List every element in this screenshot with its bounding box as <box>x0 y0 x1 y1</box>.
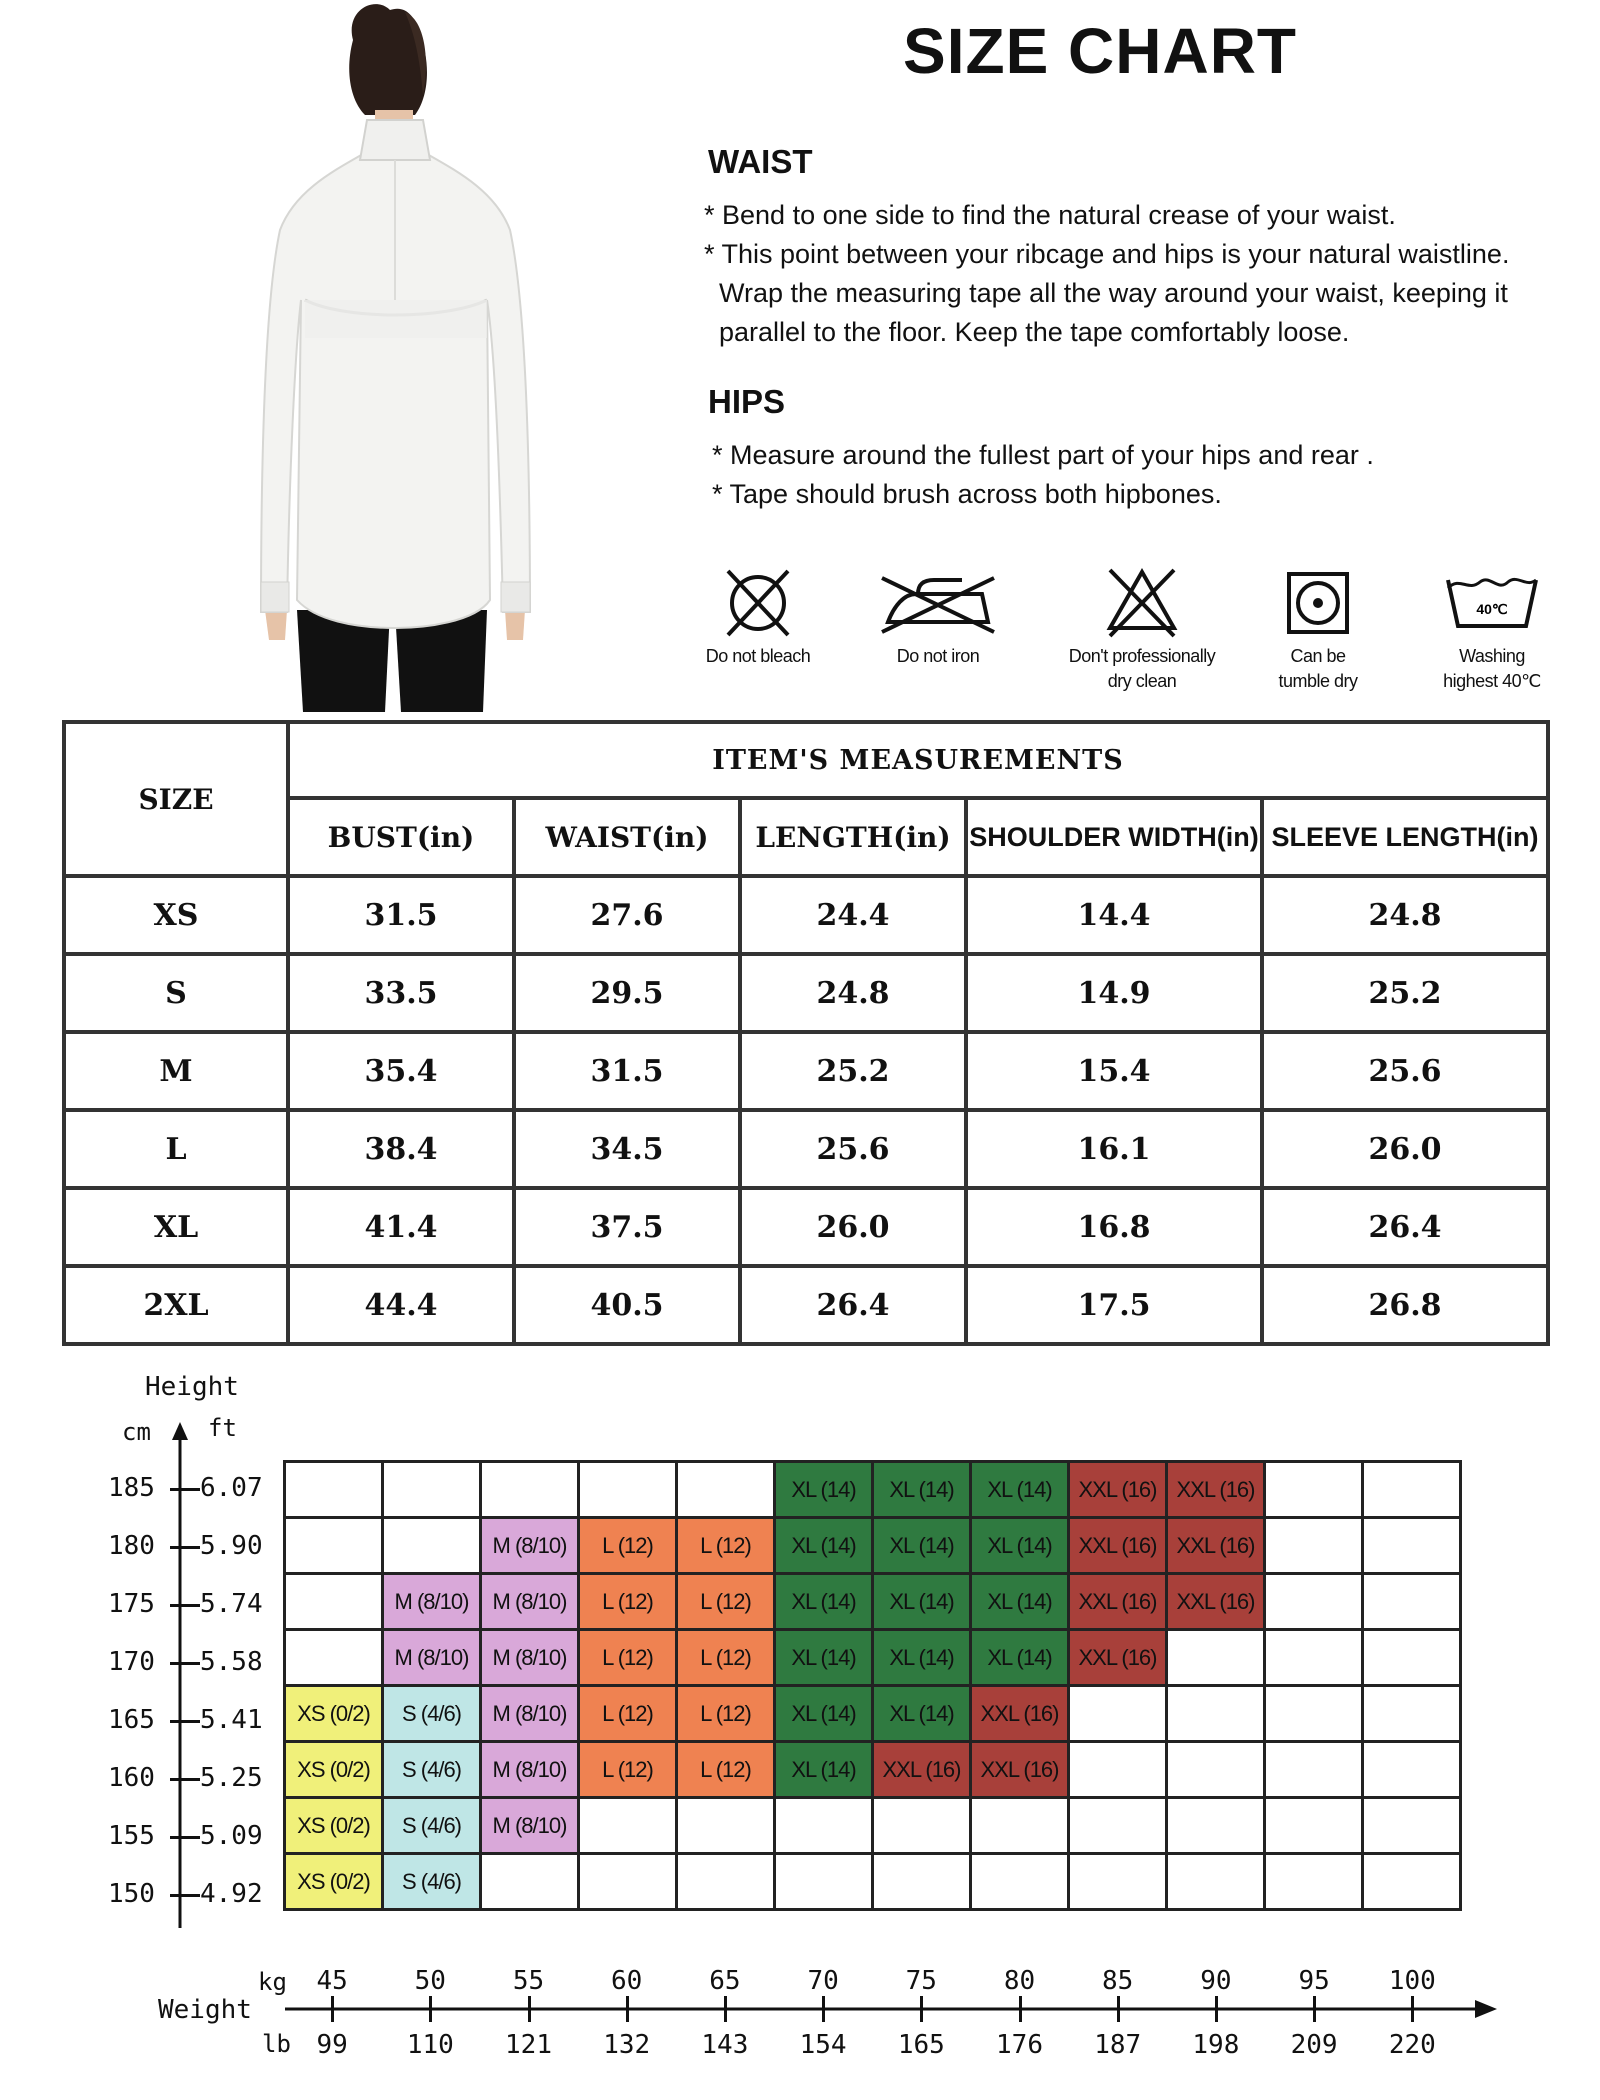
care-no-iron <box>838 566 1038 669</box>
table-cell: 29.5 <box>514 954 740 1032</box>
table-cell: 40.5 <box>514 1266 740 1344</box>
care-tumble-dry <box>1218 566 1418 694</box>
fit-grid-cell <box>1069 1854 1167 1910</box>
height-tick <box>170 1662 200 1665</box>
table-cell: 33.5 <box>288 954 514 1032</box>
table-row <box>64 1188 1548 1266</box>
weight-lb-label: 176 <box>996 2030 1043 2060</box>
weight-lb-label: 143 <box>701 2030 749 2060</box>
size-cell: XS <box>64 876 288 954</box>
fit-grid-cell <box>1069 1742 1167 1798</box>
weight-kg-label: 95 <box>1298 1966 1330 1996</box>
fit-grid-row <box>285 1630 1461 1686</box>
care-no-bleach <box>658 566 858 669</box>
weight-kg-label: 70 <box>807 1966 839 1996</box>
fit-grid-cell: XL (14) <box>971 1462 1069 1518</box>
fit-grid-cell <box>873 1854 971 1910</box>
fit-grid-cell <box>1265 1798 1363 1854</box>
fit-grid-cell <box>1363 1630 1461 1686</box>
fit-grid-cell <box>1363 1742 1461 1798</box>
fit-grid-cell: XXL (16) <box>971 1742 1069 1798</box>
fit-grid-cell: M (8/10) <box>481 1742 579 1798</box>
height-ft-label: 6.07 <box>200 1473 263 1503</box>
table-cell: 14.9 <box>966 954 1262 1032</box>
height-tick <box>170 1894 200 1897</box>
weight-lb-label: 110 <box>406 2030 454 2060</box>
weight-kg-label: 55 <box>512 1966 545 1996</box>
fit-grid-cell <box>285 1518 383 1574</box>
weight-lb-label: 132 <box>603 2030 651 2060</box>
height-tick <box>170 1488 200 1491</box>
page-title: SIZE CHART <box>903 15 1297 87</box>
care-label-2: dry clean <box>1107 671 1177 691</box>
weight-kg-label: 45 <box>316 1966 348 1996</box>
table-cell: 15.4 <box>966 1032 1262 1110</box>
wash-temp: 40℃ <box>1476 601 1508 617</box>
model-illustration <box>225 0 565 712</box>
height-tick <box>170 1604 200 1607</box>
fit-grid-cell <box>1363 1574 1461 1630</box>
fit-grid-cell <box>1167 1686 1265 1742</box>
weight-tick <box>1411 1996 1414 2022</box>
fit-grid-cell <box>481 1462 579 1518</box>
fit-grid-cell <box>383 1462 481 1518</box>
weight-tick <box>429 1996 432 2022</box>
fit-grid-cell: XL (14) <box>971 1518 1069 1574</box>
care-no-dry-clean <box>1042 566 1242 694</box>
fit-grid-cell: L (12) <box>579 1742 677 1798</box>
fit-grid-cell <box>1167 1630 1265 1686</box>
weight-tick <box>331 1996 334 2022</box>
table-cell: 24.4 <box>740 876 966 954</box>
weight-lb-label: 121 <box>505 2030 552 2060</box>
fit-grid-cell: XL (14) <box>971 1574 1069 1630</box>
fit-grid-cell: XXL (16) <box>1167 1462 1265 1518</box>
waist-instruction-2: * This point between your ribcage and hips is your natural waistline. <box>704 239 1510 269</box>
fit-grid-cell: XXL (16) <box>1069 1518 1167 1574</box>
care-wash-40 <box>1392 566 1592 694</box>
table-cell: 34.5 <box>514 1110 740 1188</box>
weight-kg-label: 90 <box>1200 1966 1232 1996</box>
size-header: SIZE <box>64 722 288 876</box>
table-row <box>64 1266 1548 1344</box>
table-cell: 31.5 <box>288 876 514 954</box>
table-cell: 26.0 <box>1262 1110 1548 1188</box>
table-cell: 24.8 <box>740 954 966 1032</box>
fit-grid-cell <box>579 1854 677 1910</box>
height-tick <box>170 1778 200 1781</box>
fit-grid-cell <box>1265 1854 1363 1910</box>
fit-grid-cell: L (12) <box>677 1630 775 1686</box>
table-cell: 16.8 <box>966 1188 1262 1266</box>
no-bleach-icon <box>718 566 798 640</box>
fit-grid-cell <box>1069 1686 1167 1742</box>
fit-grid-cell: M (8/10) <box>481 1686 579 1742</box>
table-cell: 26.4 <box>1262 1188 1548 1266</box>
fit-grid-cell: XL (14) <box>873 1686 971 1742</box>
fit-grid-cell <box>1069 1798 1167 1854</box>
table-cell: 38.4 <box>288 1110 514 1188</box>
fit-grid-cell <box>1265 1462 1363 1518</box>
fit-grid-cell: XXL (16) <box>1167 1574 1265 1630</box>
fit-grid-cell: XS (0/2) <box>285 1798 383 1854</box>
fit-grid-cell: XL (14) <box>873 1462 971 1518</box>
weight-kg-label: 50 <box>414 1966 446 1996</box>
fit-grid-cell: XL (14) <box>873 1574 971 1630</box>
height-cm-label: 170 <box>108 1647 155 1677</box>
lb-unit-label: lb <box>262 2030 291 2058</box>
fit-grid-cell: XS (0/2) <box>285 1854 383 1910</box>
table-cell: 44.4 <box>288 1266 514 1344</box>
table-cell: 25.2 <box>740 1032 966 1110</box>
wash-40-icon <box>1442 566 1542 640</box>
fit-grid-cell <box>1167 1854 1265 1910</box>
weight-lb-label: 209 <box>1290 2030 1338 2060</box>
fit-grid-cell: L (12) <box>579 1518 677 1574</box>
fit-grid-cell: L (12) <box>677 1518 775 1574</box>
fit-grid-cell: XXL (16) <box>971 1686 1069 1742</box>
fit-grid-cell: S (4/6) <box>383 1742 481 1798</box>
weight-tick <box>822 1996 825 2022</box>
care-label-2: tumble dry <box>1278 671 1358 691</box>
waist-heading: WAIST <box>708 143 813 180</box>
weight-axis-arrow <box>285 1994 1505 2024</box>
table-row <box>64 954 1548 1032</box>
fit-grid-row <box>285 1686 1461 1742</box>
fit-grid-cell <box>1265 1630 1363 1686</box>
weight-tick <box>1313 1996 1316 2022</box>
fit-grid-cell <box>1167 1798 1265 1854</box>
fit-grid-cell: XS (0/2) <box>285 1742 383 1798</box>
weight-axis-label: Weight <box>158 1995 252 2025</box>
fit-grid-cell <box>579 1798 677 1854</box>
fit-grid-cell: L (12) <box>579 1630 677 1686</box>
fit-grid-cell: S (4/6) <box>383 1854 481 1910</box>
fit-grid-cell: S (4/6) <box>383 1686 481 1742</box>
fit-grid-cell: XL (14) <box>775 1518 873 1574</box>
table-cell: 27.6 <box>514 876 740 954</box>
fit-grid-cell: L (12) <box>677 1742 775 1798</box>
weight-tick <box>920 1996 923 2022</box>
weight-lb-label: 187 <box>1094 2030 1142 2060</box>
fit-grid-cell <box>1363 1518 1461 1574</box>
care-label: Do not bleach <box>705 646 811 666</box>
hips-instruction-2: * Tape should brush across both hipbones. <box>712 479 1222 509</box>
weight-lb-label: 165 <box>897 2030 945 2060</box>
fit-grid-cell <box>383 1518 481 1574</box>
fit-grid-cell: XXL (16) <box>1069 1630 1167 1686</box>
table-cell: 26.8 <box>1262 1266 1548 1344</box>
fit-grid-cell: XL (14) <box>775 1742 873 1798</box>
fit-grid-cell <box>971 1798 1069 1854</box>
weight-tick <box>1215 1996 1218 2022</box>
weight-tick <box>1117 1996 1120 2022</box>
column-header: SLEEVE LENGTH(in) <box>1262 798 1548 876</box>
table-cell: 37.5 <box>514 1188 740 1266</box>
table-row <box>64 876 1548 954</box>
fit-grid-row <box>285 1462 1461 1518</box>
fit-grid-cell: L (12) <box>677 1686 775 1742</box>
fit-grid-cell <box>1265 1686 1363 1742</box>
column-header: LENGTH(in) <box>740 798 966 876</box>
table-cell: 16.1 <box>966 1110 1262 1188</box>
ft-unit-label: ft <box>208 1414 237 1442</box>
fit-grid-cell: L (12) <box>579 1574 677 1630</box>
fit-grid-cell <box>285 1630 383 1686</box>
fit-grid-cell <box>775 1798 873 1854</box>
weight-kg-label: 75 <box>905 1966 937 1996</box>
waist-instruction-1: * Bend to one side to find the natural crease of your waist. <box>704 200 1396 230</box>
weight-kg-label: 80 <box>1003 1966 1036 1996</box>
height-cm-label: 180 <box>108 1531 155 1561</box>
weight-kg-label: 60 <box>611 1966 643 1996</box>
size-cell: L <box>64 1110 288 1188</box>
table-cell: 14.4 <box>966 876 1262 954</box>
column-header: SHOULDER WIDTH(in) <box>966 798 1262 876</box>
weight-tick <box>1019 1996 1022 2022</box>
care-label: Can be <box>1290 646 1346 666</box>
hips-instruction-1: * Measure around the fullest part of your hips and rear . <box>712 440 1374 470</box>
fit-grid-cell <box>1363 1854 1461 1910</box>
fit-grid-cell: XL (14) <box>775 1686 873 1742</box>
fit-grid-cell <box>1363 1462 1461 1518</box>
weight-lb-label: 154 <box>799 2030 847 2060</box>
column-header: WAIST(in) <box>514 798 740 876</box>
height-cm-label: 150 <box>108 1879 155 1909</box>
fit-grid-cell <box>481 1854 579 1910</box>
height-tick <box>170 1836 200 1839</box>
fit-grid-cell: L (12) <box>579 1686 677 1742</box>
height-ft-label: 5.74 <box>200 1589 263 1619</box>
height-axis-label: Height <box>145 1372 239 1402</box>
care-label: Don't professionally <box>1068 646 1216 666</box>
fit-grid-cell <box>285 1574 383 1630</box>
fit-grid-cell <box>1265 1742 1363 1798</box>
fit-grid-row <box>285 1798 1461 1854</box>
fit-grid-cell <box>1363 1798 1461 1854</box>
group-header: ITEM'S MEASUREMENTS <box>288 722 1548 798</box>
size-cell: XL <box>64 1188 288 1266</box>
fit-grid-row <box>285 1518 1461 1574</box>
kg-unit-label: kg <box>258 1968 287 1996</box>
tumble-dry-icon <box>1283 566 1353 640</box>
weight-kg-label: 65 <box>709 1966 741 1996</box>
weight-tick <box>724 1996 727 2022</box>
height-ft-label: 5.90 <box>200 1531 263 1561</box>
no-dry-clean-icon <box>1102 566 1182 640</box>
fit-grid-cell: XXL (16) <box>1069 1462 1167 1518</box>
cm-unit-label: cm <box>122 1418 151 1446</box>
table-row <box>64 1110 1548 1188</box>
height-ft-label: 5.41 <box>200 1705 263 1735</box>
fit-grid-cell <box>285 1462 383 1518</box>
care-label: Do not iron <box>896 646 980 666</box>
fit-grid-cell: XL (14) <box>873 1630 971 1686</box>
weight-lb-label: 198 <box>1192 2030 1240 2060</box>
weight-kg-label: 100 <box>1388 1966 1436 1996</box>
weight-tick <box>528 1996 531 2022</box>
size-cell: M <box>64 1032 288 1110</box>
height-ft-label: 5.09 <box>200 1821 263 1851</box>
care-label: Washing <box>1459 646 1525 666</box>
height-axis-arrow <box>160 1418 200 1938</box>
fit-grid-cell: M (8/10) <box>383 1574 481 1630</box>
fit-grid-cell: XL (14) <box>775 1630 873 1686</box>
measurements-table <box>62 720 1550 1346</box>
fit-grid-cell: XXL (16) <box>1167 1518 1265 1574</box>
fit-grid-cell: M (8/10) <box>481 1798 579 1854</box>
height-cm-label: 165 <box>108 1705 155 1735</box>
table-cell: 25.2 <box>1262 954 1548 1032</box>
no-iron-icon <box>878 566 998 640</box>
height-tick <box>170 1546 200 1549</box>
waist-instruction-4: parallel to the floor. Keep the tape comfortably loose. <box>704 317 1350 347</box>
fit-grid-cell <box>677 1854 775 1910</box>
fit-grid-cell <box>1265 1574 1363 1630</box>
fit-grid-cell: XXL (16) <box>1069 1574 1167 1630</box>
column-header: BUST(in) <box>288 798 514 876</box>
fit-grid-row <box>285 1742 1461 1798</box>
table-cell: 25.6 <box>740 1110 966 1188</box>
fit-grid-cell <box>971 1854 1069 1910</box>
height-tick <box>170 1720 200 1723</box>
fit-grid-row <box>285 1854 1461 1910</box>
fit-grid-cell <box>775 1854 873 1910</box>
fit-grid-cell: M (8/10) <box>383 1630 481 1686</box>
table-cell: 41.4 <box>288 1188 514 1266</box>
weight-lb-label: 220 <box>1388 2030 1436 2060</box>
fit-grid-cell <box>677 1462 775 1518</box>
weight-lb-label: 99 <box>316 2030 348 2060</box>
fit-grid-cell: XL (14) <box>873 1518 971 1574</box>
fit-grid-cell: M (8/10) <box>481 1630 579 1686</box>
fit-grid-cell: L (12) <box>677 1574 775 1630</box>
hips-heading: HIPS <box>708 383 786 420</box>
fit-grid-cell <box>1265 1518 1363 1574</box>
height-cm-label: 185 <box>108 1473 155 1503</box>
height-cm-label: 155 <box>108 1821 155 1851</box>
fit-grid-cell: XL (14) <box>775 1462 873 1518</box>
fit-grid-cell: M (8/10) <box>481 1574 579 1630</box>
table-cell: 25.6 <box>1262 1032 1548 1110</box>
fit-grid-cell <box>579 1462 677 1518</box>
fit-grid <box>283 1460 1462 1911</box>
fit-grid-cell <box>1363 1686 1461 1742</box>
table-cell: 17.5 <box>966 1266 1262 1344</box>
table-cell: 26.0 <box>740 1188 966 1266</box>
table-cell: 35.4 <box>288 1032 514 1110</box>
fit-grid-cell: XS (0/2) <box>285 1686 383 1742</box>
size-cell: 2XL <box>64 1266 288 1344</box>
fit-grid-cell <box>677 1798 775 1854</box>
fit-grid-row <box>285 1574 1461 1630</box>
waist-instruction-3: Wrap the measuring tape all the way around your waist, keeping it <box>704 278 1508 308</box>
height-ft-label: 5.58 <box>200 1647 263 1677</box>
fit-grid-cell: XL (14) <box>775 1574 873 1630</box>
fit-grid-cell <box>873 1798 971 1854</box>
fit-grid-cell: XXL (16) <box>873 1742 971 1798</box>
table-cell: 26.4 <box>740 1266 966 1344</box>
weight-kg-label: 85 <box>1102 1966 1134 1996</box>
table-row <box>64 1032 1548 1110</box>
weight-tick <box>626 1996 629 2022</box>
height-ft-label: 4.92 <box>200 1879 263 1909</box>
fit-grid-cell: S (4/6) <box>383 1798 481 1854</box>
table-cell: 31.5 <box>514 1032 740 1110</box>
height-cm-label: 175 <box>108 1589 155 1619</box>
height-cm-label: 160 <box>108 1763 155 1793</box>
care-label-2: highest 40℃ <box>1443 671 1541 691</box>
fit-grid-cell: M (8/10) <box>481 1518 579 1574</box>
height-ft-label: 5.25 <box>200 1763 263 1793</box>
fit-grid-cell: XL (14) <box>971 1630 1069 1686</box>
table-cell: 24.8 <box>1262 876 1548 954</box>
size-cell: S <box>64 954 288 1032</box>
fit-grid-cell <box>1167 1742 1265 1798</box>
